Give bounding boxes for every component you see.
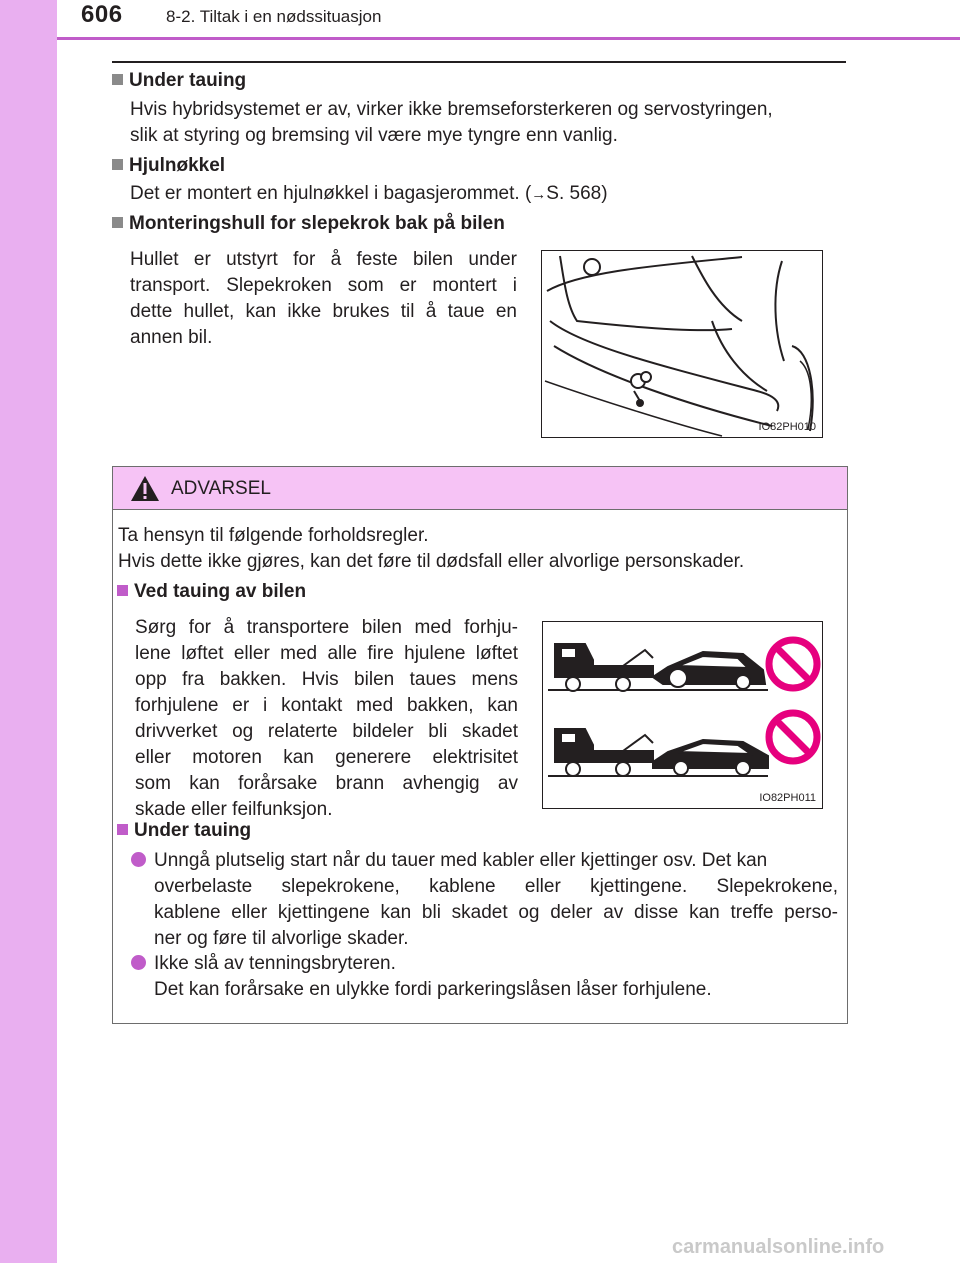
- square-bullet-icon: [117, 585, 128, 596]
- warning-intro: Ta hensyn til følgende forholdsregler. Hvis dette ikke gjøres, kan det føre til dødsfall eller alvorlige personskader.: [118, 525, 745, 572]
- paragraph-under-tauing: Hvis hybridsystemet er av, virker ikke bremseforsterkeren og servostyringen, slik at styring og bremsing vil være mye tyngre enn vanlig.: [130, 99, 773, 146]
- divider: [112, 61, 846, 63]
- warning-paragraph-transport: Sørg for å transportere bilen med forhju- lene løftet eller med alle fire hjulene løftet opp fra bakken. Hvis bilen taues mens forhjulene er i kontakt med bakken, kan drivverket og relaterte bildeler bli skadet eller motoren kan generere elektrisitet som kan forårsake brann avhengig av skade eller feilfunksjon.: [135, 617, 518, 820]
- warning-bullet-1: Unngå plutselig start når du tauer med kabler eller kjettinger osv. Det kan: [131, 848, 767, 874]
- watermark: carmanualsonline.info: [672, 1236, 885, 1258]
- round-bullet-icon: [131, 955, 146, 970]
- tow-truck-drawing: [543, 622, 822, 808]
- header-rule: [57, 37, 960, 40]
- warning-bullet-1-continued: overbelaste slepekrokene, kablene eller kjettingene. Slepekrokene, kablene eller kjettingene kan bli skadet og deler av disse kan treffe perso- ner og føre til alvorlige skader.: [154, 876, 838, 949]
- towing-prohibited-illustration: [542, 621, 823, 809]
- square-bullet-icon: [112, 74, 123, 85]
- figure-code: IO82PH010: [758, 421, 816, 433]
- round-bullet-icon: [131, 852, 146, 867]
- warning-subheading-ved-tauing: Ved tauing av bilen: [117, 581, 306, 603]
- heading-hjulnokkel: Hjulnøkkel: [112, 155, 225, 177]
- figure-code: IO82PH011: [759, 792, 816, 804]
- side-band: [0, 0, 57, 1263]
- warning-subheading-under-tauing: Under tauing: [117, 820, 251, 842]
- square-bullet-icon: [117, 824, 128, 835]
- warning-triangle-icon: [130, 475, 160, 502]
- heading-under-tauing: Under tauing: [112, 70, 246, 92]
- rear-hook-illustration: [541, 250, 823, 438]
- warning-bullet-2: Ikke slå av tenningsbryteren. Det kan forårsake en ulykke fordi parkeringslåsen låser forhjulene.: [131, 951, 712, 1003]
- warning-title: ADVARSEL: [171, 478, 271, 499]
- warning-box: [112, 466, 848, 1024]
- square-bullet-icon: [112, 217, 123, 228]
- section-title: 8-2. Tiltak i en nødssituasjon: [166, 7, 382, 26]
- paragraph-hjulnokkel: Det er montert en hjulnøkkel i bagasjerommet. (→S. 568): [130, 183, 608, 204]
- heading-monteringshull: Monteringshull for slepekrok bak på bilen: [112, 213, 505, 235]
- warning-header: [113, 467, 847, 510]
- prohibited-icon: [769, 640, 817, 761]
- car-rear-drawing: [542, 251, 822, 437]
- page-number: 606: [81, 1, 123, 28]
- paragraph-monteringshull: Hullet er utstyrt for å feste bilen under transport. Slepekroken som er montert i dette hullet, kan ikke brukes til å taue en annen bil.: [130, 249, 517, 348]
- square-bullet-icon: [112, 159, 123, 170]
- arrow-right-icon: →: [531, 186, 547, 203]
